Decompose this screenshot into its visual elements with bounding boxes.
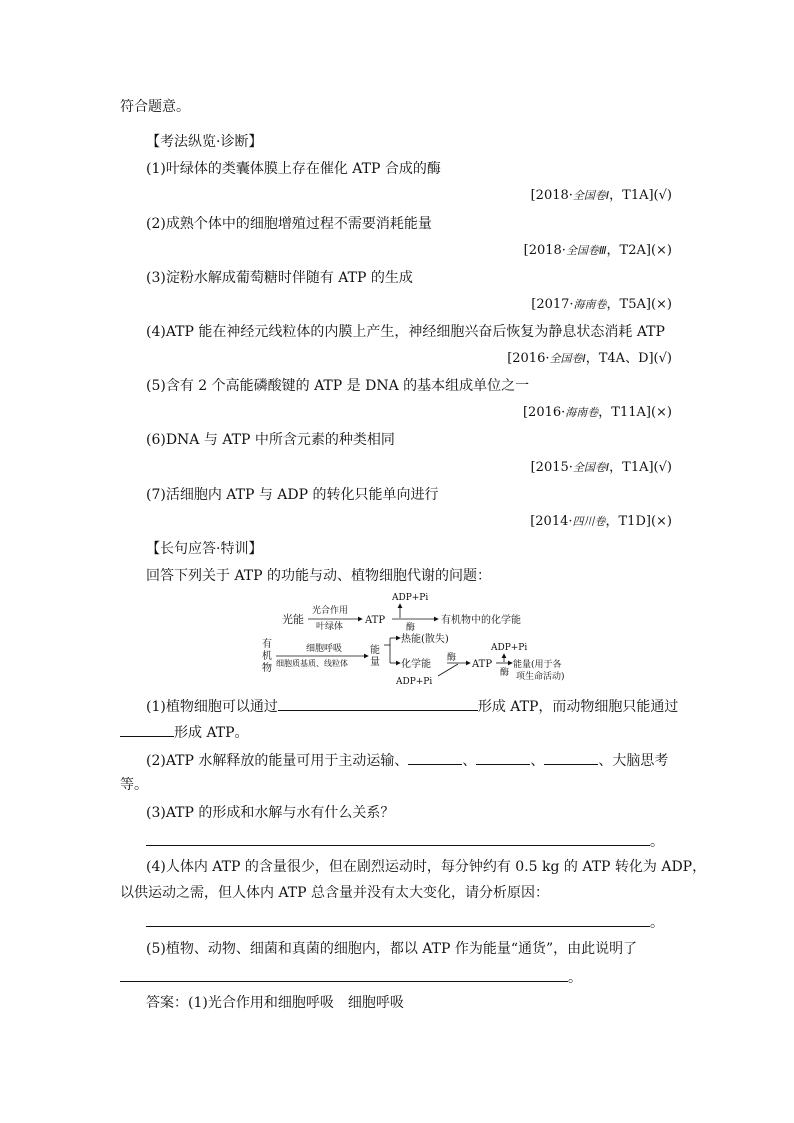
statement-6: (6)DNA 与 ATP 中所含元素的种类相同 bbox=[146, 432, 395, 448]
answer-blank-3[interactable] bbox=[146, 831, 650, 846]
organic-char-1: 有 bbox=[262, 639, 272, 650]
enzyme-label-synthesis: 酶 bbox=[447, 653, 457, 663]
question-prompt: 回答下列关于 ATP 的功能与动、植物细胞代谢的问题： bbox=[146, 568, 492, 584]
heat-energy-label: 热能(散失) bbox=[401, 634, 449, 645]
answer-line-5: 。 bbox=[120, 967, 582, 987]
answer-blank-4[interactable] bbox=[146, 912, 650, 927]
answer-line-3: 。 bbox=[146, 831, 664, 851]
source-citation-3: [2017·海南卷，T5A](×) bbox=[531, 297, 672, 312]
statement-3: (3)淀粉水解成葡萄糖时伴随有 ATP 的生成 bbox=[146, 270, 413, 286]
answer-text: 答案：(1)光合作用和细胞呼吸 细胞呼吸 bbox=[146, 995, 404, 1011]
atp-label-top: ATP bbox=[365, 615, 386, 626]
adp-pi-label-output: ADP+Pi bbox=[491, 643, 528, 653]
statement-7: (7)活细胞内 ATP 与 ADP 的转化只能单向进行 bbox=[146, 487, 439, 503]
statement-4: (4)ATP 能在神经元线粒体的内膜上产生，神经细胞兴奋后恢复为静息状态消耗 ATP bbox=[146, 324, 665, 340]
question-4-cont: 以供运动之需，但人体内 ATP 总含量并没有太大变化，请分析原因： bbox=[120, 885, 550, 901]
source-citation-2: [2018·全国卷Ⅲ，T2A](×) bbox=[523, 243, 672, 258]
chem-energy-label: 化学能 bbox=[401, 659, 431, 670]
intro-text: 符合题意。 bbox=[120, 99, 190, 115]
answer-line-4: 。 bbox=[146, 912, 664, 932]
section-header-practice: 【长句应答·特训】 bbox=[146, 541, 263, 557]
energy-use-label-1: 能量(用于各 bbox=[513, 660, 562, 670]
energy-char-1: 能 bbox=[370, 645, 380, 656]
answer-blank-1b[interactable] bbox=[120, 722, 174, 737]
answer-blank-1a[interactable] bbox=[278, 696, 478, 711]
question-2-cont: 等。 bbox=[120, 777, 148, 793]
answer-blank-2c[interactable] bbox=[544, 750, 598, 765]
energy-use-label-2: 项生命活动) bbox=[516, 672, 565, 682]
source-citation-6: [2015·全国卷Ⅰ，T1A](√) bbox=[530, 460, 672, 475]
photosynthesis-label: 光合作用 bbox=[312, 606, 349, 616]
question-4: (4)人体内 ATP 的含量很少，但在剧烈运动时，每分钟约有 0.5 kg 的 ATP 转化为 ADP， bbox=[146, 859, 707, 875]
enzyme-label-top: 酶 bbox=[406, 623, 416, 633]
section-header-diagnosis: 【考法纵览·诊断】 bbox=[146, 134, 263, 150]
adp-pi-label-input: ADP+Pi bbox=[396, 677, 433, 687]
answer-blank-2b[interactable] bbox=[476, 750, 530, 765]
organic-chem-energy-label: 有机物中的化学能 bbox=[441, 615, 521, 626]
source-citation-7: [2014·四川卷，T1D](×) bbox=[530, 514, 672, 529]
adp-pi-label-top: ADP+Pi bbox=[392, 593, 429, 603]
question-3: (3)ATP 的形成和水解与水有什么关系？ bbox=[146, 805, 395, 821]
answer-blank-2a[interactable] bbox=[408, 750, 462, 765]
source-citation-4: [2016·全国卷Ⅰ，T4A、D](√) bbox=[507, 351, 672, 366]
question-1-cont: 形成 ATP。 bbox=[120, 722, 249, 742]
organic-char-3: 物 bbox=[262, 663, 272, 674]
atp-label-bottom: ATP bbox=[472, 659, 493, 670]
question-1: (1)植物细胞可以通过 形成 ATP，而动物细胞只能通过 bbox=[146, 696, 678, 716]
light-energy-label: 光能 bbox=[282, 613, 304, 626]
statement-1: (1)叶绿体的类囊体膜上存在催化 ATP 合成的酶 bbox=[146, 161, 441, 177]
source-citation-5: [2016·海南卷，T11A](×) bbox=[522, 405, 672, 420]
statement-2: (2)成熟个体中的细胞增殖过程不需要消耗能量 bbox=[146, 216, 432, 232]
atp-energy-diagram bbox=[250, 590, 565, 690]
respiration-label: 细胞呼吸 bbox=[306, 644, 343, 654]
source-citation-1: [2018·全国卷Ⅰ，T1A](√) bbox=[530, 188, 672, 203]
chloroplast-label: 叶绿体 bbox=[316, 622, 344, 632]
statement-5: (5)含有 2 个高能磷酸键的 ATP 是 DNA 的基本组成单位之一 bbox=[146, 378, 530, 394]
enzyme-label-hydrolysis: 酶 bbox=[500, 668, 510, 678]
adp-input-arrow bbox=[438, 664, 458, 676]
answer-blank-5[interactable] bbox=[120, 967, 568, 982]
question-2: (2)ATP 水解释放的能量可用于主动运输、 、 、 、大脑思考 bbox=[146, 750, 668, 770]
respiration-sites-label: 细胞质基质、线粒体 bbox=[276, 659, 348, 668]
organic-char-2: 机 bbox=[262, 651, 272, 662]
energy-char-2: 量 bbox=[370, 657, 380, 668]
question-5: (5)植物、动物、细菌和真菌的细胞内，都以 ATP 作为能量“通货”，由此说明了 bbox=[146, 941, 638, 957]
